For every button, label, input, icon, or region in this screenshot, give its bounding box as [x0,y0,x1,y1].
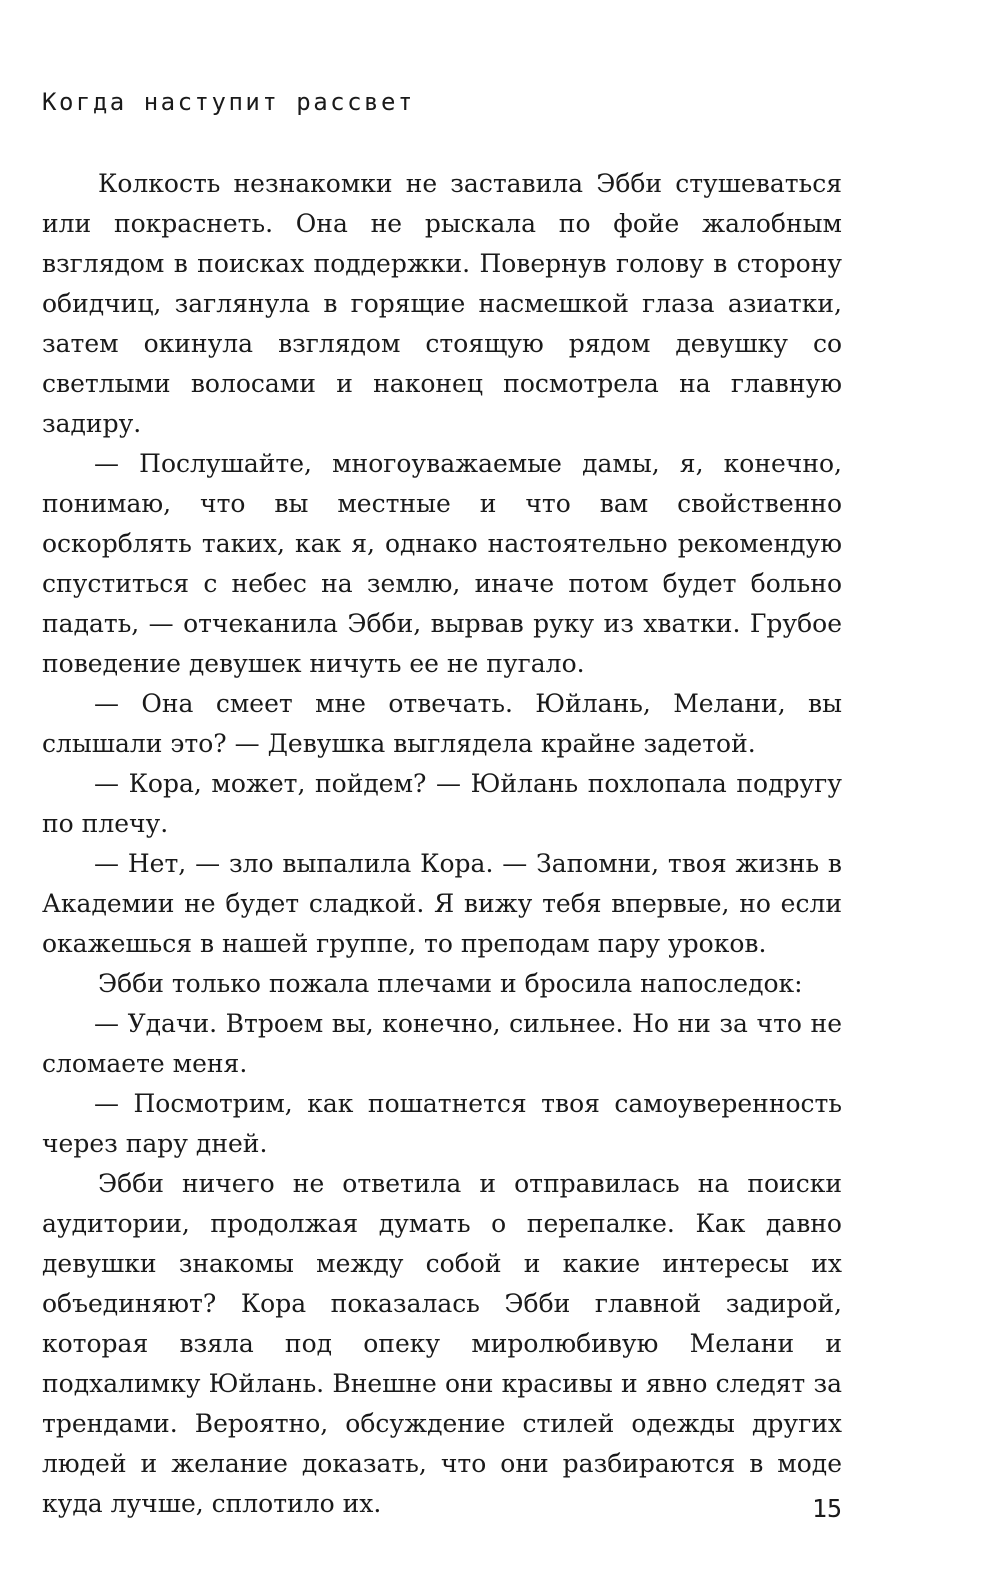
paragraph: Колкость незнакомки не заставила Эбби стушеваться или покраснеть. Она не рыскала по фойе жалобным взглядом в поисках поддержки. Повернув голову в сторону обидчиц, заглянула в горящие насмешкой глаза азиатки, затем окинула взглядом стоящую рядом девушку со светлыми волосами и наконец посмотрела на главную задиру. [42,169,842,438]
paragraph: — Посмотрим, как пошатнется твоя самоуверенность через пару дней. [42,1089,842,1158]
paragraph: — Удачи. Втроем вы, конечно, сильнее. Но ни за что не сломаете меня. [42,1009,842,1078]
paragraph: — Послушайте, многоуважаемые дамы, я, конечно, понимаю, что вы местные и что вам свойственно оскорблять таких, как я, однако настоятельно рекомендую спуститься с небес на землю, иначе потом будет больно падать, — отчеканила Эбби, вырвав руку из хватки. Грубое поведение девушек ничуть ее не пугало. [42,449,842,678]
paragraph: — Кора, может, пойдем? — Юйлань похлопала подругу по плечу. [42,769,842,838]
page-body [42,164,842,1524]
running-title: Когда наступит рассвет [42,88,415,116]
paragraph: Эбби только пожала плечами и бросила напоследок: [98,969,803,998]
paragraph: — Нет, — зло выпалила Кора. — Запомни, твоя жизнь в Академии не будет сладкой. Я вижу тебя впервые, но если окажешься в нашей группе, то преподам пару уроков. [42,849,842,958]
paragraph: — Она смеет мне отвечать. Юйлань, Мелани, вы слышали это? — Девушка выглядела крайне задетой. [42,689,842,758]
paragraph: Эбби ничего не ответила и отправилась на поиски аудитории, продолжая думать о перепалке. Как давно девушки знакомы между собой и какие интересы их объединяют? Кора показалась Эбби главной задирой, которая взяла под опеку миролюбивую Мелани и подхалимку Юйлань. Внешне они красивы и явно следят за трендами. Вероятно, обсуждение стилей одежды других людей и желание доказать, что они разбираются в моде куда лучше, сплотило их. [42,1169,842,1518]
page-number: 15 [812,1494,843,1523]
